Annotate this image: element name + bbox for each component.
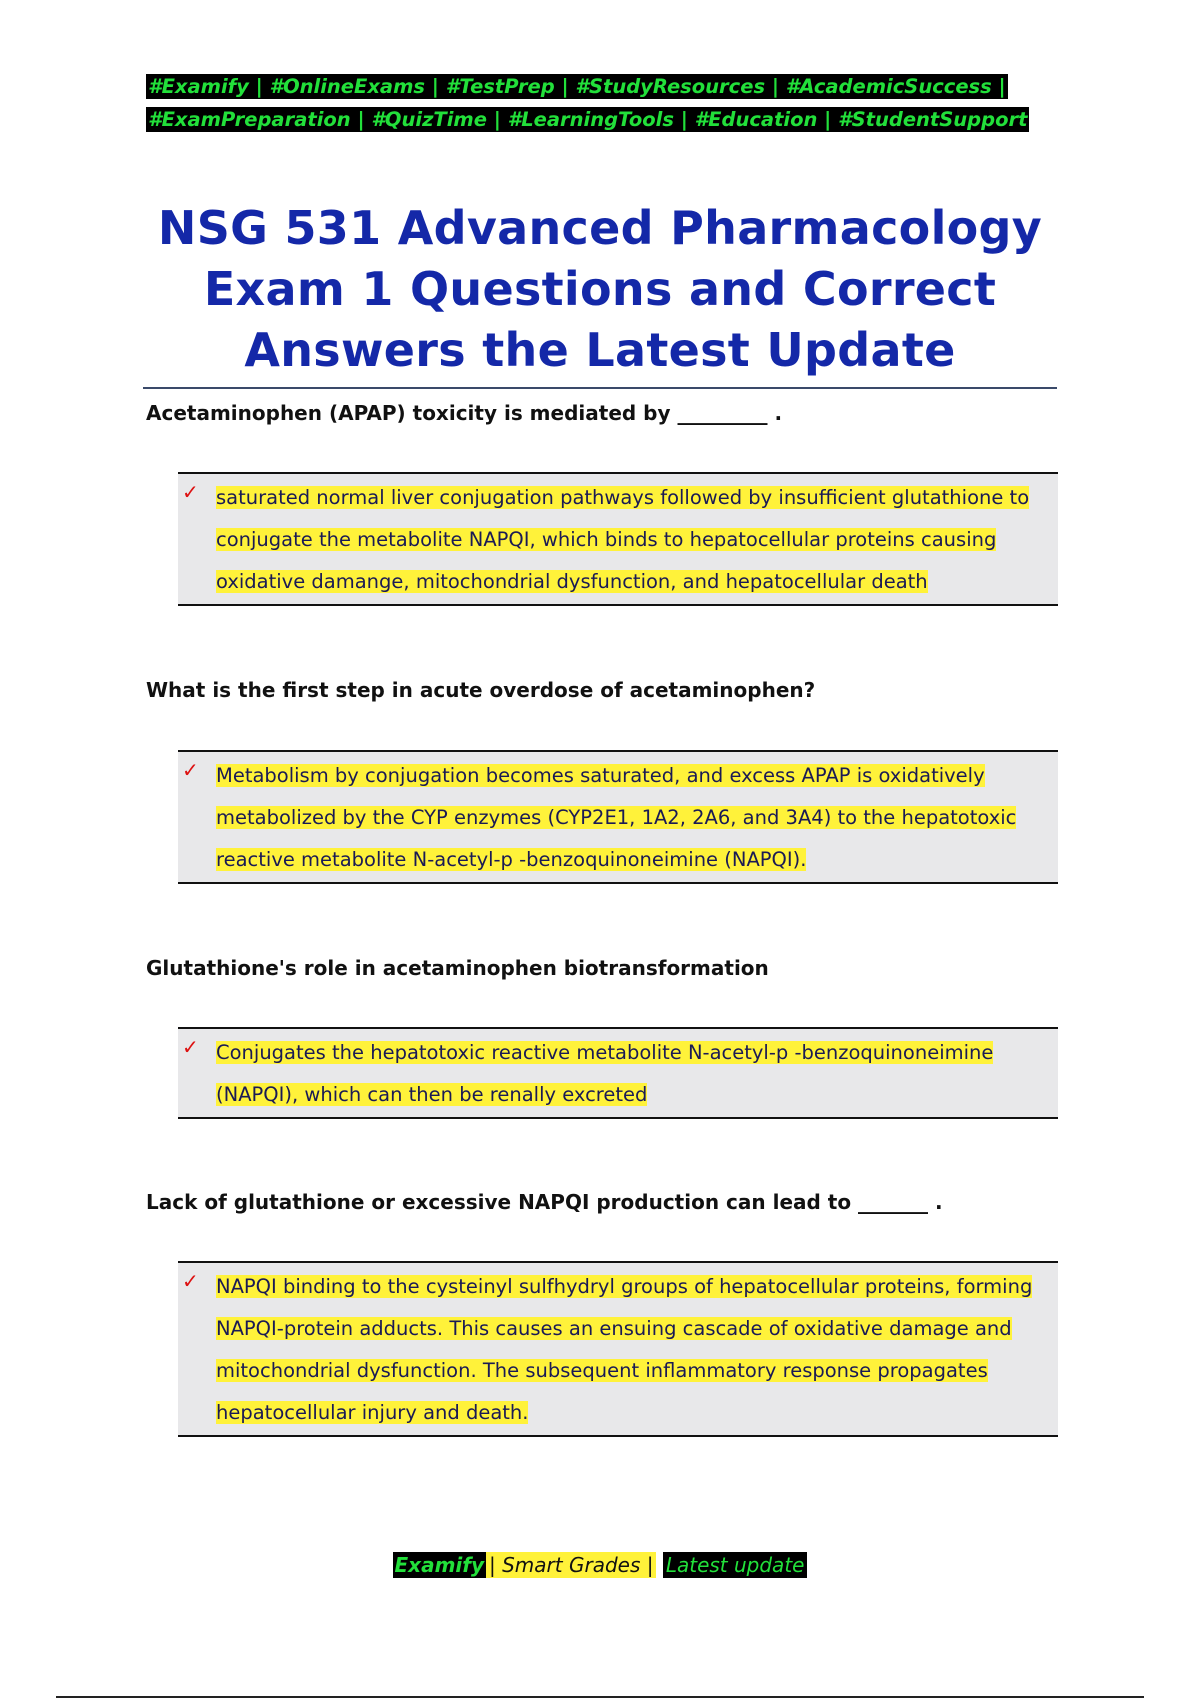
question-4: Lack of glutathione or excessive NAPQI production can lead to _______ . bbox=[146, 1190, 943, 1214]
answer-4-line: hepatocellular injury and death. bbox=[216, 1401, 529, 1424]
hashtag-line-2 bbox=[146, 103, 1056, 136]
check-icon: ✓ bbox=[182, 480, 199, 504]
hashtag-banner bbox=[146, 70, 1056, 136]
answer-4-line: NAPQI binding to the cysteinyl sulfhydryl groups of hepatocellular proteins, forming bbox=[216, 1275, 1033, 1298]
check-icon: ✓ bbox=[182, 1269, 199, 1293]
question-2: What is the first step in acute overdose of acetaminophen? bbox=[146, 678, 816, 702]
answer-4-line: mitochondrial dysfunction. The subsequent inflammatory response propagates bbox=[216, 1359, 988, 1382]
answer-3-line: (NAPQI), which can then be renally excreted bbox=[216, 1083, 648, 1106]
answer-2 bbox=[216, 755, 1046, 881]
hashtag-line-1 bbox=[146, 70, 1056, 103]
answer-box-4 bbox=[178, 1261, 1058, 1437]
answer-1-line: conjugate the metabolite NAPQI, which binds to hepatocellular proteins causing bbox=[216, 528, 997, 551]
answer-box-2 bbox=[178, 750, 1058, 884]
answer-1-line: oxidative damange, mitochondrial dysfunction, and hepatocellular death bbox=[216, 570, 928, 593]
footer-tagline: | Smart Grades | bbox=[486, 1552, 656, 1578]
hashtag-line-2-text: #ExamPreparation | #QuizTime | #LearningTools | #Education | #StudentSupport bbox=[148, 108, 1028, 131]
answer-3-line: Conjugates the hepatotoxic reactive metabolite N-acetyl-p -benzoquinoneimine bbox=[216, 1041, 994, 1064]
answer-4 bbox=[216, 1266, 1046, 1434]
answer-box-3 bbox=[178, 1027, 1058, 1119]
check-icon: ✓ bbox=[182, 758, 199, 782]
answer-1 bbox=[216, 477, 1046, 603]
answer-2-line: Metabolism by conjugation becomes saturated, and excess APAP is oxidatively bbox=[216, 764, 985, 787]
footer-update: Latest update bbox=[663, 1552, 808, 1578]
footer-brand: Examify bbox=[394, 1553, 485, 1577]
answer-1-line: saturated normal liver conjugation pathways followed by insufficient glutathione to bbox=[216, 486, 1030, 509]
question-1: Acetaminophen (APAP) toxicity is mediated by _________ . bbox=[146, 401, 783, 425]
answer-2-line: metabolized by the CYP enzymes (CYP2E1, 1A2, 2A6, and 3A4) to the hepatotoxic bbox=[216, 806, 1017, 829]
answer-3 bbox=[216, 1032, 1046, 1116]
answer-2-line: reactive metabolite N-acetyl-p -benzoquinoneimine (NAPQI). bbox=[216, 848, 807, 871]
answer-box-1 bbox=[178, 472, 1058, 606]
hashtag-line-1-text: #Examify | #OnlineExams | #TestPrep | #StudyResources | #AcademicSuccess | bbox=[148, 75, 1006, 98]
check-icon: ✓ bbox=[182, 1035, 199, 1059]
answer-4-line: NAPQI-protein adducts. This causes an ensuing cascade of oxidative damage and bbox=[216, 1317, 1012, 1340]
page-bottom-rule bbox=[56, 1696, 1144, 1698]
question-3: Glutathione's role in acetaminophen biotransformation bbox=[146, 956, 769, 980]
document-title: NSG 531 Advanced Pharmacology Exam 1 Questions and Correct Answers the Latest Update bbox=[157, 201, 1043, 377]
page-footer bbox=[0, 1553, 1200, 1577]
title-divider bbox=[143, 387, 1057, 389]
